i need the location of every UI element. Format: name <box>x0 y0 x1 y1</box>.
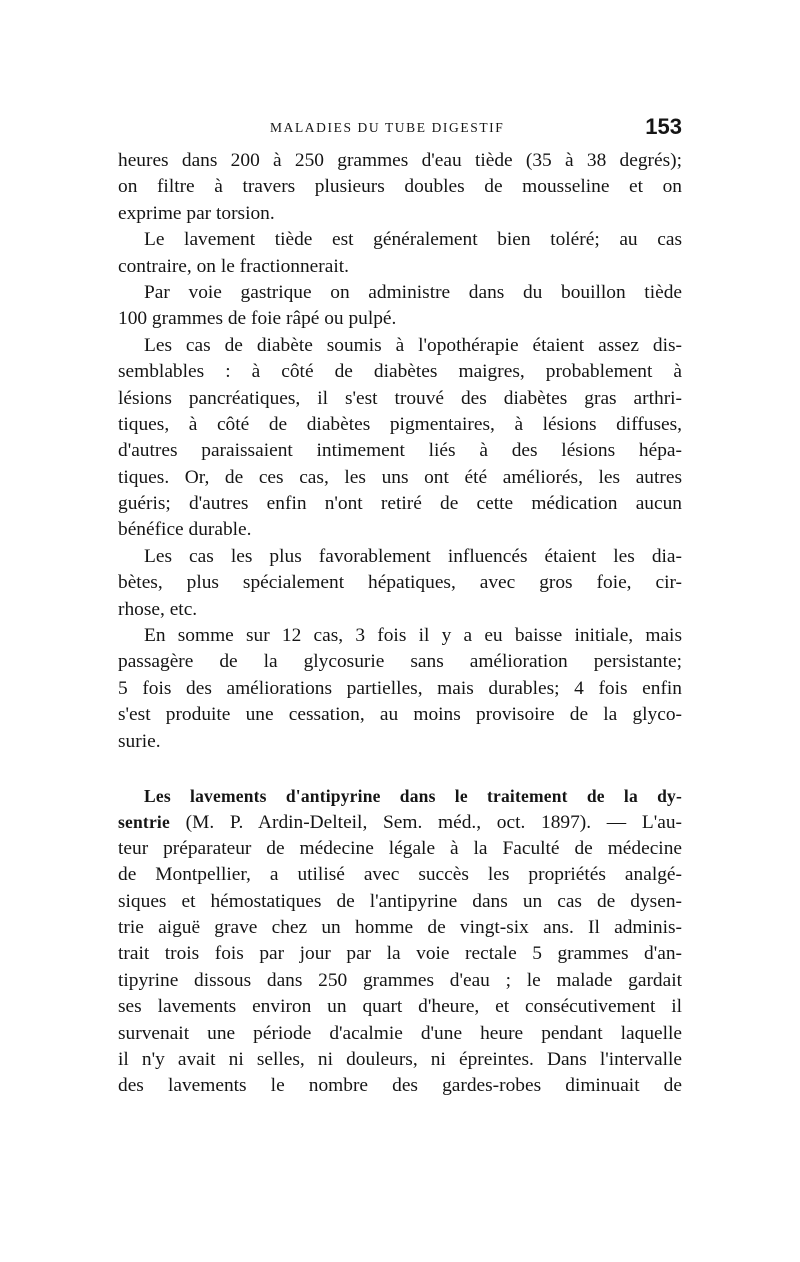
text-line: bénéfice durable. <box>118 519 252 541</box>
text-line: des lavements le nombre des gardes-robes diminuait de <box>118 1075 682 1097</box>
body-text <box>118 148 682 1100</box>
text-line: tiques, à côté de diabètes pigmentaires, à lésions diffuses, <box>118 413 682 435</box>
text-line: Le lavement tiède est généralement bien toléré; au cas <box>144 229 682 251</box>
text-line: 100 grammes de foie râpé ou pulpé. <box>118 308 397 330</box>
text-line: surie. <box>118 730 161 752</box>
text-line: Les cas les plus favorablement influencés étaient les dia- <box>144 545 682 567</box>
text-line: tipyrine dissous dans 250 grammes d'eau ; le malade gardait <box>118 969 682 991</box>
text-line: En somme sur 12 cas, 3 fois il y a eu baisse initiale, mais <box>144 625 682 647</box>
text-line: s'est produite une cessation, au moins provisoire de la glyco- <box>118 704 682 726</box>
text-line: lésions pancréatiques, il s'est trouvé des diabètes gras arthri- <box>118 387 682 409</box>
text-line: ses lavements environ un quart d'heure, et consécutivement il <box>118 996 682 1018</box>
text-line: contraire, on le fractionnerait. <box>118 255 349 277</box>
running-head <box>118 114 682 140</box>
text-line: Par voie gastrique on administre dans du bouillon tiède <box>144 281 682 303</box>
text-line: il n'y avait ni selles, ni douleurs, ni épreintes. Dans l'intervalle <box>118 1048 682 1070</box>
citation-text: (M. P. Ardin-Delteil, Sem. méd., oct. 1897). — L'au- <box>169 812 682 834</box>
text-line: trait trois fois par jour par la voie rectale 5 grammes d'an- <box>118 943 682 965</box>
section-heading-line <box>118 783 682 809</box>
text-line: 5 fois des améliorations partielles, mais durables; 4 fois enfin <box>118 677 682 699</box>
text-line: de Montpellier, a utilisé avec succès les propriétés analgé- <box>118 864 682 886</box>
section-gap <box>118 755 682 783</box>
text-line: survenait une période d'acalmie d'une heure pendant laquelle <box>118 1022 682 1044</box>
text-line: rhose, etc. <box>118 598 198 620</box>
text-line: siques et hémostatiques de l'antipyrine dans un cas de dysen- <box>118 890 682 912</box>
text-line: guéris; d'autres enfin n'ont retiré de cette médication aucun <box>118 493 682 515</box>
text-line: exprime par torsion. <box>118 202 275 224</box>
text-line: passagère de la glycosurie sans amélioration persistante; <box>118 651 682 673</box>
text-line: bètes, plus spécialement hépatiques, avec gros foie, cir- <box>118 572 682 594</box>
text-line: heures dans 200 à 250 grammes d'eau tiède (35 à 38 degrés); <box>118 150 682 171</box>
text-line: teur préparateur de médecine légale à la Faculté de médecine <box>118 837 682 859</box>
text-line <box>118 809 682 835</box>
text-line: trie aiguë grave chez un homme de vingt-six ans. Il adminis- <box>118 916 682 938</box>
running-title: MALADIES DU TUBE DIGESTIF <box>270 120 505 135</box>
text-line: d'autres paraissaient intimement liés à des lésions hépa- <box>118 440 682 462</box>
section-heading: Les lavements d'antipyrine dans le traitement de la dy- <box>144 785 682 806</box>
text-line: tiques. Or, de ces cas, les uns ont été améliorés, les autres <box>118 466 682 488</box>
section-heading-end: sentrie <box>118 812 170 833</box>
text-line: on filtre à travers plusieurs doubles de mousseline et on <box>118 176 682 198</box>
text-line: semblables : à côté de diabètes maigres, probablement à <box>118 361 682 383</box>
page-number: 153 <box>645 114 682 139</box>
text-line: Les cas de diabète soumis à l'opothérapie étaient assez dis- <box>144 334 682 356</box>
